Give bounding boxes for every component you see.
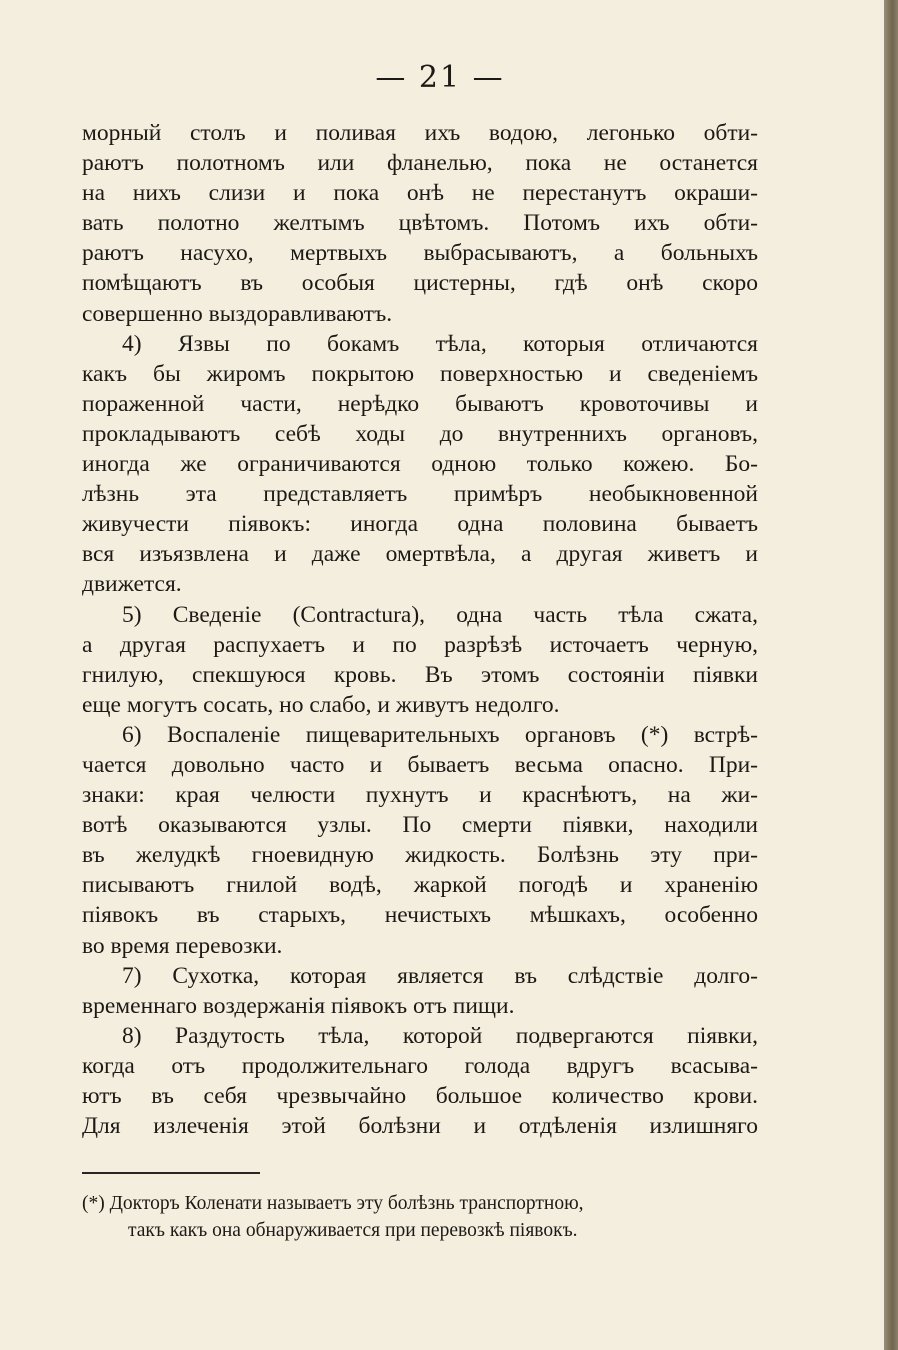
text-line: 5) Сведенiе (Contractura), одна часть тѣла сжата, [122,601,758,628]
text-line: живучести пiявокъ: иногда одна половина бываетъ [82,511,758,538]
text-line: раютъ насухо, мертвыхъ выбрасываютъ, а больныхъ [82,240,758,267]
text-line: лѣзнь эта представляетъ примѣръ необыкновенной [82,481,758,508]
text-line: ютъ въ себя чрезвычайно большое количество крови. [82,1083,758,1109]
text-line: совершенно выздоравливаютъ. [82,300,393,327]
text-line: помѣщаютъ въ особыя цистерны, гдѣ онѣ скоро [82,270,758,297]
text-line: а другая распухаетъ и по разрѣзѣ источаетъ черную, [82,631,758,658]
text-line: во время перевозки. [82,932,283,959]
text-line: 7) Сухотка, которая является въ слѣдствiе долго- [122,962,758,989]
text-line: 8) Раздутость тѣла, которой подвергаются пiявки, [122,1022,758,1049]
text-line: морный столъ и поливая ихъ водою, легонько обти- [82,120,758,146]
text-line: временнаго воздержанiя пiявокъ отъ пищи. [82,992,515,1019]
page-number: — 21 — [375,60,505,95]
footnote [82,1190,758,1244]
text-line: на нихъ слизи и пока онѣ не перестанутъ окраши- [82,180,758,207]
text-line: Для излеченiя этой болѣзни и отдѣленiя излишняго [82,1113,758,1140]
text-line: раютъ полотномъ или фланелью, пока не останется [82,150,758,177]
text-line: когда отъ продолжительнаго голода вдругъ всасыва- [82,1052,758,1079]
footnote-divider [82,1172,260,1174]
text-line: вотѣ оказываются узлы. По смерти пiявки, находили [82,812,758,839]
text-line: какъ бы жиромъ покрытою поверхностью и сведенiемъ [82,360,758,387]
binding-edge [884,0,898,1350]
footnote-line: (*) Докторъ Коленати называетъ эту болѣзнь транспортною, [82,1193,584,1214]
text-line: писываютъ гнилой водѣ, жаркой погодѣ и храненiю [82,872,758,899]
text-line: пораженной части, нерѣдко бываютъ кровоточивы и [82,390,758,417]
footnote-line: такъ какъ она обнаруживается при перевозкѣ пiявокъ. [128,1220,578,1241]
text-line: вать полотно желтымъ цвѣтомъ. Потомъ ихъ обти- [82,210,758,237]
text-line: знаки: края челюсти пухнутъ и краснѣютъ, на жи- [82,782,758,809]
text-line: въ желудкѣ гноевидную жидкость. Болѣзнь эту при- [82,842,758,869]
text-line: прокладываютъ себѣ ходы до внутреннихъ органовъ, [82,420,758,447]
text-line: движется. [82,571,182,598]
text-line: пiявокъ въ старыхъ, нечистыхъ мѣшкахъ, особенно [82,902,758,929]
text-line: чается довольно часто и бываетъ весьма опасно. При- [82,751,758,778]
text-line: вся изъязвлена и даже омертвѣла, а другая живетъ и [82,541,758,568]
text-line: 4) Язвы по бокамъ тѣла, которыя отличаются [122,330,758,357]
text-line: иногда же ограничиваются одною только кожею. Бо- [82,451,758,478]
text-line: гнилую, спекшуюся кровь. Въ этомъ состоянiи пiявки [82,661,758,688]
main-text [82,118,758,1141]
text-line: 6) Воспаленiе пищеварительныхъ органовъ (*) встрѣ- [122,721,758,748]
text-line: еще могутъ сосать, но слабо, и живутъ недолго. [82,691,560,718]
